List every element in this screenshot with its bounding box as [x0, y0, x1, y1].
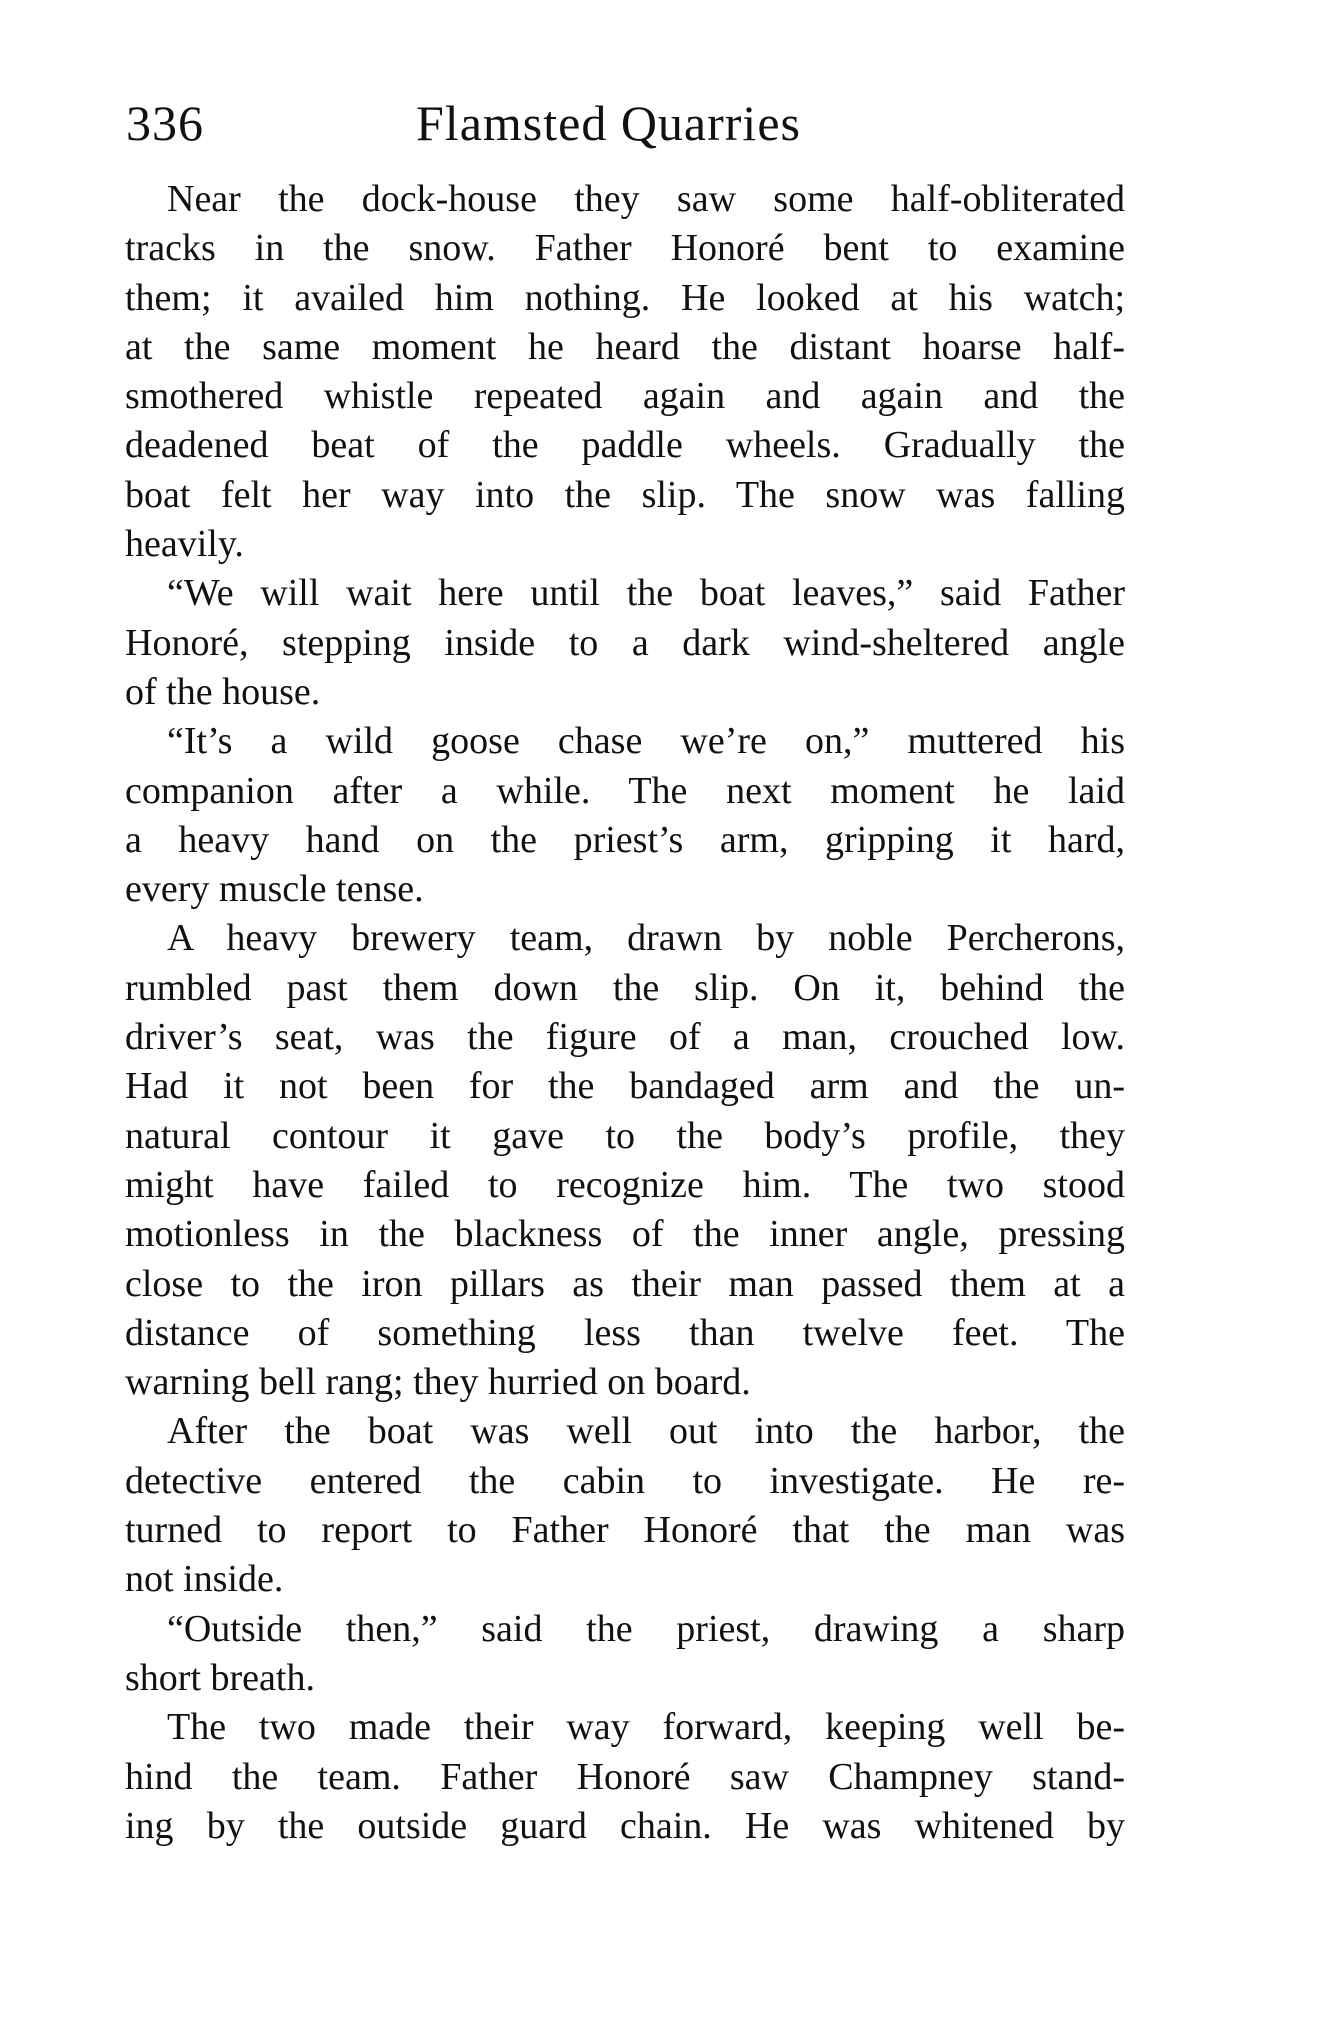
text-line: companion after a while. The next moment he laid [125, 769, 1125, 812]
text-line: hind the team. Father Honoré saw Champney stand- [125, 1755, 1125, 1798]
text-line: “Outside then,” said the priest, drawing a sharp [167, 1607, 1125, 1650]
text-line: Honoré, stepping inside to a dark wind-sheltered angle [125, 621, 1125, 664]
text-line: distance of something less than twelve feet. The [125, 1311, 1125, 1354]
text-line: ing by the outside guard chain. He was whitened by [125, 1804, 1125, 1847]
text-line: The two made their way forward, keeping well be- [167, 1706, 1125, 1749]
text-line: detective entered the cabin to investigate. He re- [125, 1459, 1125, 1502]
text-line: After the boat was well out into the harbor, the [167, 1410, 1125, 1453]
text-line: smothered whistle repeated again and again and the [125, 375, 1125, 418]
text-line: short breath. [125, 1656, 315, 1699]
text-line: might have failed to recognize him. The two stood [125, 1163, 1125, 1206]
text-line: turned to report to Father Honoré that the man was [125, 1509, 1125, 1552]
text-line: natural contour it gave to the body’s profile, they [125, 1114, 1125, 1157]
text-line: a heavy hand on the priest’s arm, gripping it hard, [125, 818, 1125, 861]
text-line: “It’s a wild goose chase we’re on,” muttered his [167, 720, 1125, 763]
text-line: Near the dock-house they saw some half-obliterated [167, 178, 1125, 220]
text-line: of the house. [125, 670, 321, 713]
text-line: A heavy brewery team, drawn by noble Percherons, [167, 917, 1125, 960]
text-line: motionless in the blackness of the inner angle, pressing [125, 1213, 1125, 1256]
body-text [125, 175, 1125, 1851]
text-line: warning bell rang; they hurried on board. [125, 1361, 751, 1404]
page-number: 336 [126, 95, 204, 151]
running-head [126, 88, 1126, 158]
text-line: deadened beat of the paddle wheels. Gradually the [125, 424, 1125, 467]
text-line: not inside. [125, 1558, 284, 1601]
text-line: heavily. [125, 523, 244, 566]
running-title: Flamsted Quarries [416, 95, 801, 151]
text-line: at the same moment he heard the distant hoarse half- [125, 325, 1125, 368]
text-line: close to the iron pillars as their man passed them at a [125, 1262, 1125, 1305]
text-line: tracks in the snow. Father Honoré bent to examine [125, 227, 1125, 270]
text-line: driver’s seat, was the figure of a man, crouched low. [125, 1016, 1125, 1059]
text-line: every muscle tense. [125, 868, 424, 911]
text-line: them; it availed him nothing. He looked at his watch; [125, 276, 1125, 319]
text-line: Had it not been for the bandaged arm and the un- [125, 1065, 1125, 1108]
text-line: rumbled past them down the slip. On it, behind the [125, 966, 1125, 1009]
text-line: boat felt her way into the slip. The snow was falling [125, 473, 1125, 516]
text-line: “We will wait here until the boat leaves,” said Father [167, 572, 1125, 615]
